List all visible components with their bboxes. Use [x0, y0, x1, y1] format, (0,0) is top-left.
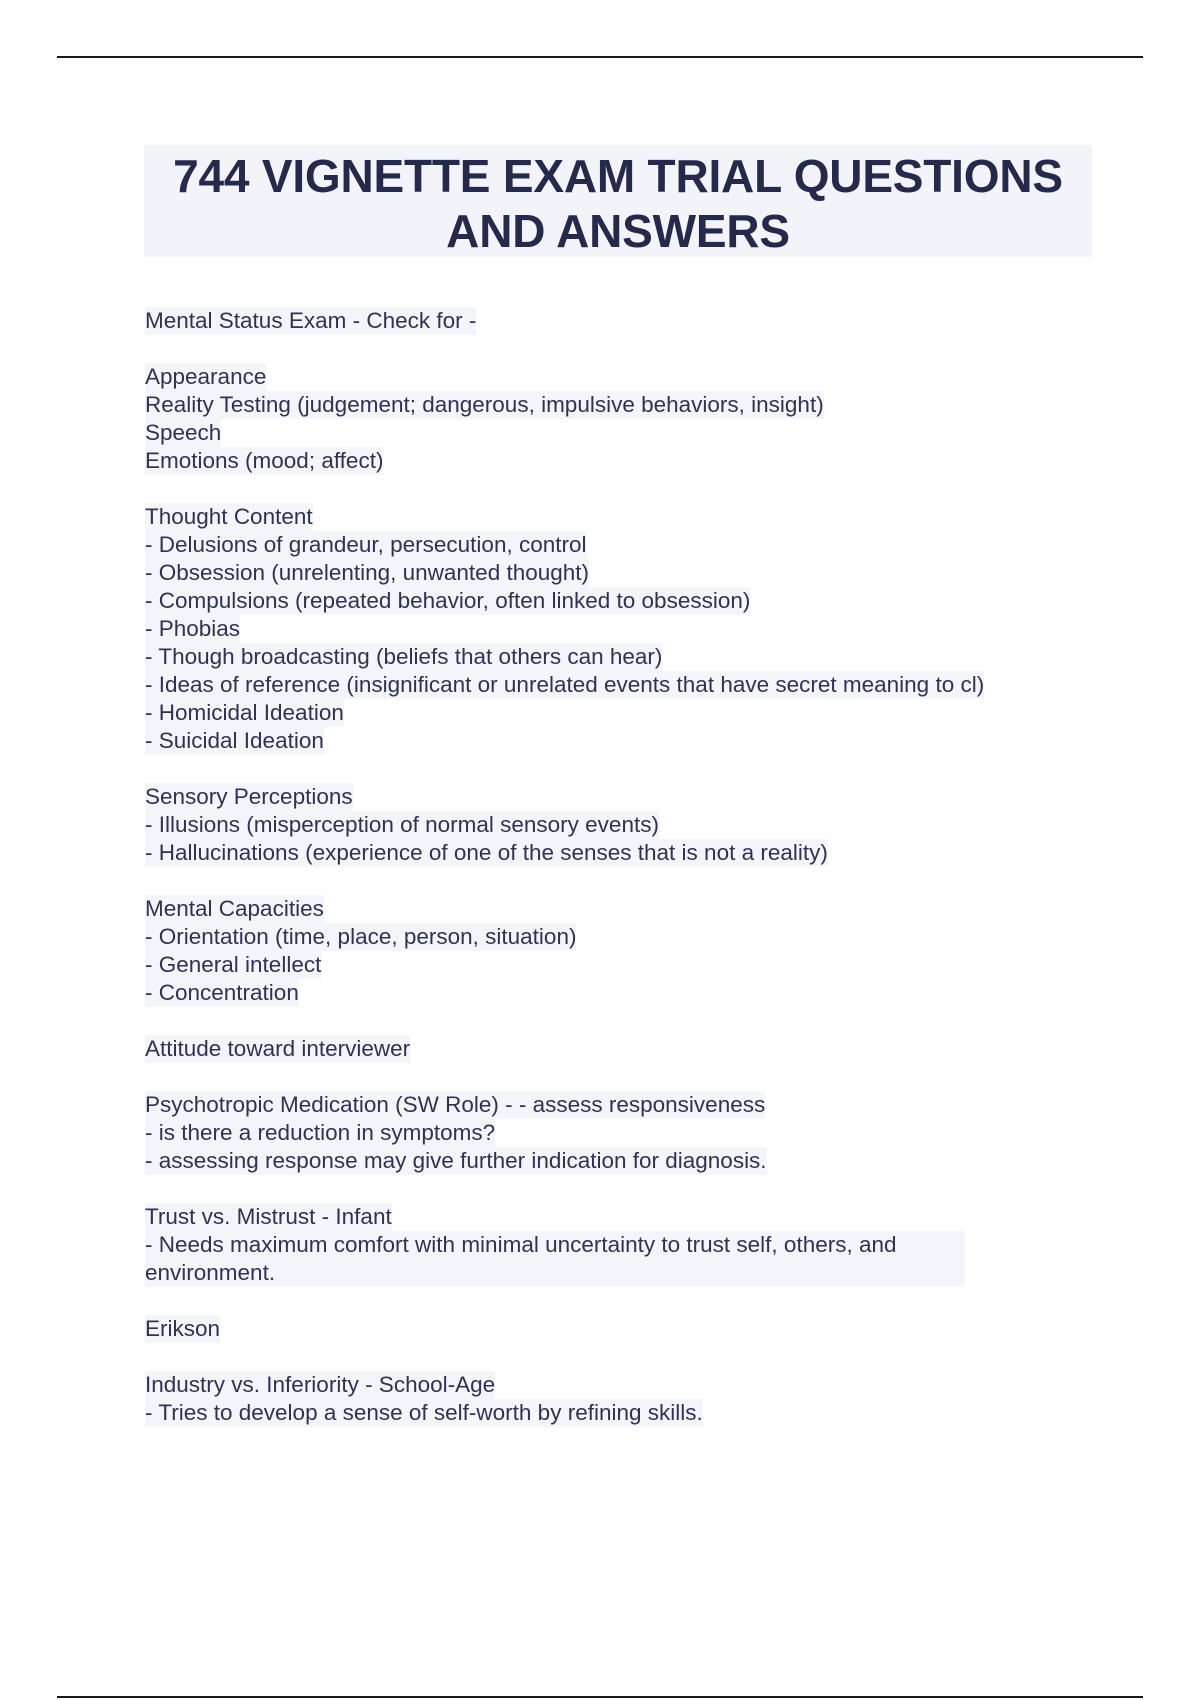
title-line-1: 744 VIGNETTE EXAM TRIAL QUESTIONS [173, 150, 1063, 202]
text-line: Mental Status Exam - Check for - [145, 308, 477, 333]
section-industry-vs-inferiority [145, 1371, 1105, 1427]
text-line: - Orientation (time, place, person, situation) [145, 924, 577, 949]
section-thought-content [145, 503, 1105, 755]
section-mental-capacities [145, 895, 1105, 1007]
section-mental-status-exam [145, 307, 1105, 335]
text-line: - Illusions (misperception of normal sensory events) [145, 812, 659, 837]
document-title [144, 145, 1092, 257]
text-line: Reality Testing (judgement; dangerous, impulsive behaviors, insight) [145, 392, 824, 417]
text-line: - Obsession (unrelenting, unwanted thought) [145, 560, 590, 585]
section-erikson [145, 1315, 1105, 1343]
section-appearance [145, 363, 1105, 475]
text-line: - Hallucinations (experience of one of the senses that is not a reality) [145, 840, 828, 865]
text-line: Thought Content [145, 504, 313, 529]
text-line: - Homicidal Ideation [145, 700, 344, 725]
text-line: - Compulsions (repeated behavior, often linked to obsession) [145, 588, 751, 613]
text-line: Industry vs. Inferiority - School-Age [145, 1372, 496, 1397]
section-trust-vs-mistrust [145, 1203, 1105, 1287]
text-line: Psychotropic Medication (SW Role) - - assess responsiveness [145, 1092, 766, 1117]
text-line: - Though broadcasting (beliefs that others can hear) [145, 644, 663, 669]
text-line: - General intellect [145, 952, 322, 977]
text-line: - Phobias [145, 616, 241, 641]
text-line: - assessing response may give further indication for diagnosis. [145, 1148, 767, 1173]
text-line: - Suicidal Ideation [145, 728, 324, 753]
section-psychotropic-medication [145, 1091, 1105, 1175]
section-sensory-perceptions [145, 783, 1105, 867]
text-line: Sensory Perceptions [145, 784, 353, 809]
section-attitude [145, 1035, 1105, 1063]
text-line: Emotions (mood; affect) [145, 448, 384, 473]
text-line: Attitude toward interviewer [145, 1036, 411, 1061]
bottom-rule [57, 1696, 1143, 1698]
title-line-2: AND ANSWERS [446, 205, 790, 257]
text-line: - Concentration [145, 980, 299, 1005]
text-line: - is there a reduction in symptoms? [145, 1120, 496, 1145]
top-rule [57, 56, 1143, 58]
text-line: - Ideas of reference (insignificant or unrelated events that have secret meaning to cl) [145, 672, 985, 697]
text-line: Mental Capacities [145, 896, 324, 921]
text-line: Appearance [145, 364, 267, 389]
text-line: Erikson [145, 1316, 221, 1341]
text-line: - Tries to develop a sense of self-worth by refining skills. [145, 1400, 703, 1425]
text-line: Speech [145, 420, 222, 445]
text-line: Trust vs. Mistrust - Infant [145, 1204, 392, 1229]
text-line: - Delusions of grandeur, persecution, control [145, 532, 587, 557]
text-line: - Needs maximum comfort with minimal uncertainty to trust self, others, and environment. [145, 1231, 965, 1287]
document-body [145, 307, 1105, 1455]
